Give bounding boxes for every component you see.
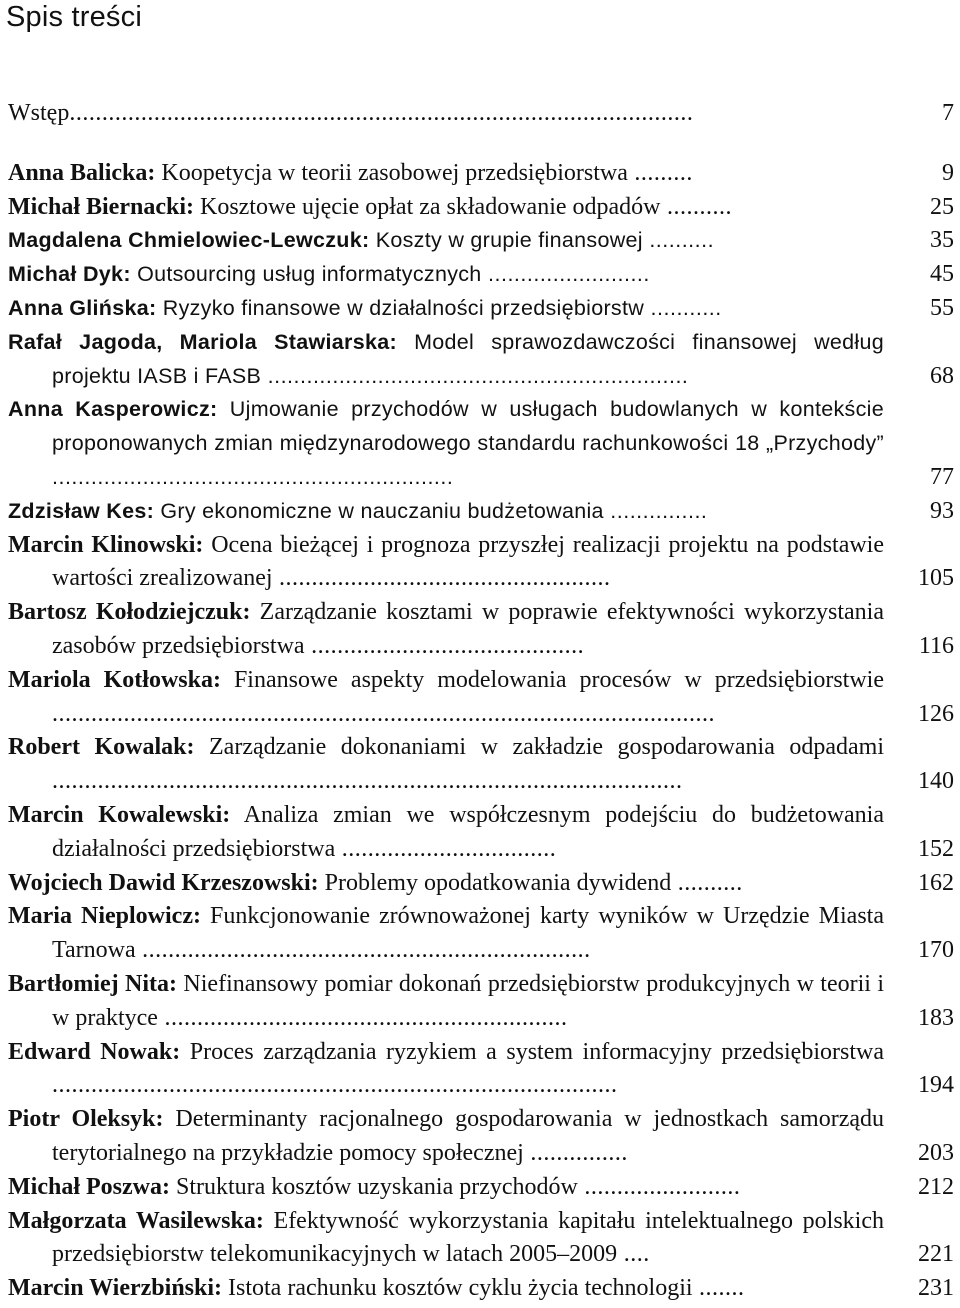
toc-leader-dots: ...............: [523, 1139, 628, 1166]
toc-entry-title: Analiza zmian we współczesnym podejściu do budżetowania działalności przedsiębiorstwa: [52, 801, 884, 862]
toc-entry-text: [8, 224, 884, 258]
toc-entry-author: Bartłomiej Nita:: [8, 970, 178, 997]
toc-entry-text: [8, 1171, 884, 1205]
toc-entry-text: [8, 157, 884, 191]
toc-entry-title: Determinanty racjonalnego gospodarowania w jednostkach samorządu terytorialnego na przykładzie pomocy społecznej: [52, 1106, 884, 1166]
toc-entry[interactable]: [8, 900, 960, 968]
toc-leader-dots: ..........: [642, 228, 715, 253]
toc-entry-text: [8, 1272, 884, 1306]
toc-page-number: 126: [918, 700, 954, 727]
toc-spacer: [8, 131, 960, 157]
toc-page-number: 203: [918, 1139, 954, 1166]
toc-entry-text: [8, 867, 884, 901]
toc-entry-text: [8, 258, 884, 292]
toc-entry[interactable]: [8, 731, 960, 799]
toc-entry[interactable]: [8, 1036, 960, 1104]
toc-entry-text: [8, 731, 884, 799]
toc-entry-title: Struktura kosztów uzyskania przychodów: [175, 1173, 578, 1200]
toc-entry-title: Problemy opodatkowania dywidend: [324, 869, 672, 896]
toc-page-number: 221: [918, 1241, 954, 1268]
toc-leader-dots: ......................................................................................................: [52, 700, 715, 727]
toc-entry-title: Koszty w grupie finansowej: [375, 228, 643, 253]
toc-entries-list: [8, 157, 960, 1306]
toc-page-number: 25: [930, 193, 954, 220]
toc-page-number: 45: [930, 261, 954, 288]
toc-leader-dots: ...............: [603, 498, 708, 523]
toc-leader-dots: ........................: [577, 1173, 741, 1200]
toc-page-number: 231: [918, 1275, 954, 1302]
toc-leader-dots: .................................................................................................: [52, 768, 683, 795]
toc-entry-title: Gry ekonomiczne w nauczaniu budżetowania: [160, 498, 604, 523]
toc-entry[interactable]: [8, 258, 960, 292]
toc-leader-dots: ...........: [644, 295, 722, 320]
toc-entry-title: Ujmowanie przychodów w usługach budowlanych w kontekście proponowanych zmian międzynarodowego standardu rachunkowości 18 „Przychody”: [52, 397, 884, 456]
toc-entry-author: Marcin Klinowski:: [8, 531, 204, 558]
toc-entry-text: [8, 596, 884, 664]
toc-entry[interactable]: [8, 157, 960, 191]
toc-entry[interactable]: [8, 968, 960, 1036]
toc-entry[interactable]: [8, 1205, 960, 1273]
toc-entry[interactable]: [8, 393, 960, 494]
toc-entry-title: Koopetycja w teorii zasobowej przedsiębiorstwa: [161, 159, 628, 186]
toc-page-number: 68: [930, 362, 954, 389]
table-of-contents: [8, 97, 960, 1306]
toc-entry-title: Ryzyko finansowe w działalności przedsiębiorstw: [162, 295, 645, 320]
toc-page-number: 55: [930, 294, 954, 321]
toc-entry-text: [8, 900, 884, 968]
toc-entry-text: [8, 664, 884, 732]
toc-entry-label: Wstęp: [8, 100, 70, 126]
toc-leader-dots: .......................................................................................: [52, 1072, 618, 1099]
toc-entry-author: Piotr Oleksyk:: [8, 1106, 164, 1133]
toc-leader-dots: ..........: [660, 193, 732, 220]
toc-entry-text: [8, 968, 884, 1036]
toc-entry-text: [8, 393, 884, 494]
page-title: Spis treści: [6, 1, 142, 33]
toc-leader-dots: ..........................................: [304, 632, 585, 659]
toc-entry-text: [8, 97, 884, 131]
toc-entry[interactable]: [8, 664, 960, 732]
toc-page-number: 140: [918, 768, 954, 795]
toc-entry[interactable]: [8, 1171, 960, 1205]
toc-page-number: 105: [918, 565, 954, 592]
toc-entry[interactable]: [8, 191, 960, 225]
toc-entry-text: [8, 1036, 884, 1104]
toc-page-number: 9: [942, 159, 954, 186]
toc-entry[interactable]: [8, 495, 960, 529]
toc-entry-author: Rafał Jagoda, Mariola Stawiarska:: [8, 329, 397, 354]
toc-page-number: 35: [930, 227, 954, 254]
toc-entry-author: Michał Dyk:: [8, 262, 131, 287]
toc-entry-intro[interactable]: [8, 97, 960, 131]
toc-page-number: 77: [930, 463, 954, 490]
toc-page-number: 152: [918, 835, 954, 862]
toc-entry-title: Proces zarządzania ryzykiem a system informacyjny przedsiębiorstwa: [189, 1038, 884, 1065]
toc-page-number: 170: [918, 937, 954, 964]
toc-entry-title: Istota rachunku kosztów cyklu życia technologii: [228, 1275, 693, 1302]
toc-page-number: 162: [918, 869, 954, 896]
toc-entry-text: [8, 326, 884, 394]
toc-entry[interactable]: [8, 326, 960, 394]
toc-entry-author: Michał Poszwa:: [8, 1173, 170, 1200]
toc-entry-text: [8, 1205, 884, 1273]
toc-entry-author: Michał Biernacki:: [8, 193, 194, 220]
toc-entry-title: Efektywność wykorzystania kapitału intelektualnego polskich przedsiębiorstw telekomunikacyjnych w latach 2005–2009: [52, 1207, 885, 1268]
toc-entry-author: Bartosz Kołodziejczuk:: [8, 599, 251, 626]
toc-entry-author: Marcin Wierzbiński:: [8, 1275, 223, 1302]
toc-entry-text: [8, 495, 884, 529]
toc-entry-author: Maria Nieplowicz:: [8, 903, 201, 930]
toc-leader-dots: .........................: [481, 262, 650, 287]
toc-entry-author: Anna Balicka:: [8, 159, 156, 186]
toc-entry-title: Zarządzanie kosztami w poprawie efektywności wykorzystania zasobów przedsiębiorstwa: [52, 599, 884, 659]
toc-entry-title: Outsourcing usług informatycznych: [137, 262, 482, 287]
toc-entry-text: [8, 292, 884, 326]
toc-entry-title: Funkcjonowanie zrównoważonej karty wyników w Urzędzie Miasta Tarnowa: [52, 903, 884, 964]
toc-page-number: 116: [918, 632, 954, 659]
toc-entry-author: Zdzisław Kes:: [8, 498, 155, 523]
toc-entry-author: Mariola Kotłowska:: [8, 666, 221, 693]
toc-entry[interactable]: [8, 1103, 960, 1171]
toc-leader-dots: ...................................................: [272, 565, 611, 592]
toc-leader-dots: .......: [692, 1275, 745, 1302]
toc-leader-dots: .....................................................................: [135, 937, 591, 964]
toc-page-number: 212: [918, 1173, 954, 1200]
toc-leader-dots: ..........: [671, 869, 743, 896]
toc-entry[interactable]: [8, 1272, 960, 1306]
toc-entry-author: Wojciech Dawid Krzeszowski:: [8, 869, 319, 896]
toc-entry-author: Magdalena Chmielowiec-Lewczuk:: [8, 228, 370, 253]
toc-entry[interactable]: [8, 224, 960, 258]
toc-leader-dots: ....: [617, 1241, 650, 1268]
toc-entry[interactable]: [8, 596, 960, 664]
toc-page-number: 93: [930, 497, 954, 524]
toc-entry[interactable]: [8, 292, 960, 326]
toc-entry-title: Finansowe aspekty modelowania procesów w przedsiębiorstwie: [233, 666, 885, 693]
toc-entry-title: Ocena bieżącej i prognoza przyszłej realizacji projektu na podstawie wartości zrealizowanej: [52, 531, 885, 592]
toc-entry-author: Anna Glińska:: [8, 295, 157, 320]
toc-entry-author: Anna Kasperowicz:: [8, 397, 218, 422]
toc-entry-author: Marcin Kowalewski:: [8, 801, 231, 828]
toc-entry-author: Edward Nowak:: [8, 1038, 181, 1065]
toc-entry-author: Małgorzata Wasilewska:: [8, 1207, 264, 1234]
toc-page-number: 183: [918, 1004, 954, 1031]
toc-entry-title: Niefinansowy pomiar dokonań przedsiębiorstw produkcyjnych w teorii i w praktyce: [52, 970, 885, 1031]
toc-entry-text: [8, 191, 884, 225]
toc-entry-text: [8, 1103, 884, 1171]
toc-entry[interactable]: [8, 529, 960, 597]
toc-page-number: 7: [942, 100, 954, 126]
toc-entry-author: Robert Kowalak:: [8, 734, 195, 761]
toc-leader-dots: ................................................................................................: [69, 100, 694, 126]
toc-entry-title: Model sprawozdawczości finansowej według projektu IASB i FASB: [52, 329, 885, 388]
toc-leader-dots: .................................................................: [261, 363, 689, 388]
toc-entry-title: Kosztowe ujęcie opłat za składowanie odpadów: [199, 193, 661, 220]
toc-entry[interactable]: [8, 867, 960, 901]
toc-entry-title: Zarządzanie dokonaniami w zakładzie gospodarowania odpadami: [209, 734, 884, 761]
toc-entry-text: [8, 799, 884, 867]
toc-leader-dots: .........: [627, 159, 693, 186]
toc-entry-text: [8, 529, 884, 597]
toc-leader-dots: .................................: [335, 835, 557, 862]
toc-leader-dots: ..............................................................: [52, 464, 454, 489]
toc-entry[interactable]: [8, 799, 960, 867]
toc-page-number: 194: [918, 1072, 954, 1099]
toc-leader-dots: ..............................................................: [157, 1004, 568, 1031]
